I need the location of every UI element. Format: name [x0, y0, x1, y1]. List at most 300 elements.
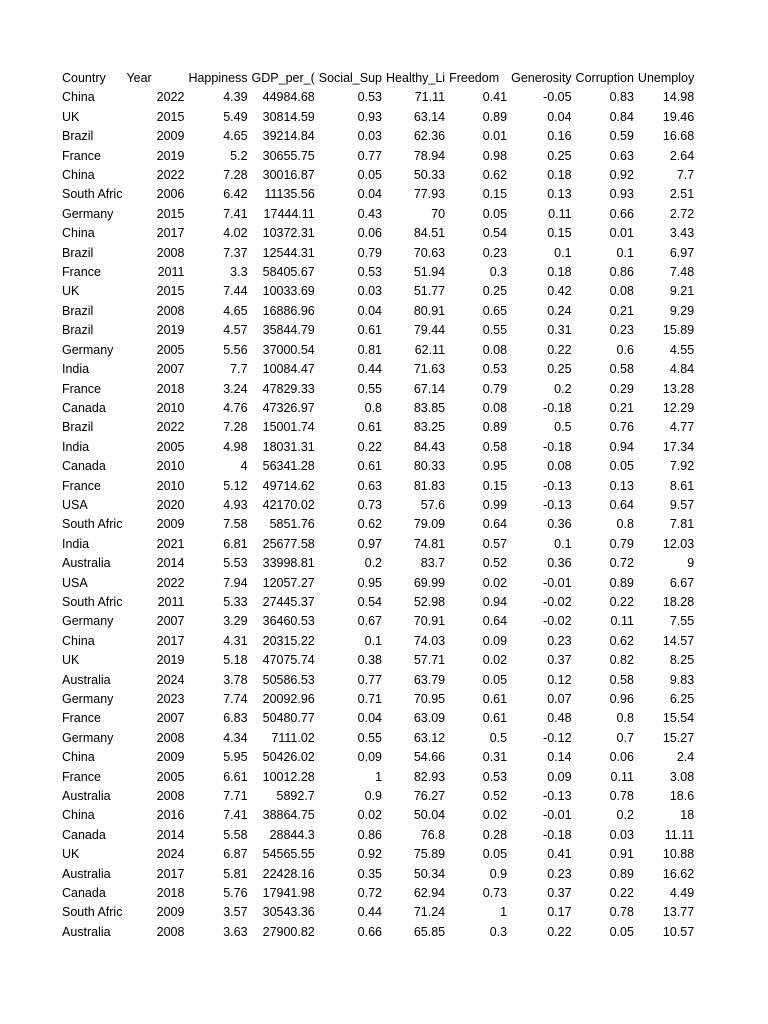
cell[interactable]: 7111.02 [271, 730, 315, 745]
cell[interactable]: 30814.59 [262, 109, 315, 124]
cell[interactable]: 12.29 [662, 400, 695, 415]
cell[interactable]: 81.83 [413, 478, 446, 493]
cell[interactable]: 0.77 [357, 672, 383, 687]
cell[interactable]: 58405.67 [262, 265, 315, 280]
cell[interactable]: 15.89 [662, 323, 695, 338]
cell[interactable]: 5851.76 [269, 517, 315, 532]
cell[interactable]: 0.13 [609, 478, 634, 493]
cell[interactable]: 0.76 [609, 420, 634, 435]
cell[interactable]: 51.77 [413, 284, 446, 299]
cell[interactable]: 5.12 [223, 478, 248, 493]
cell[interactable]: 75.89 [413, 847, 446, 862]
cell[interactable]: 44984.68 [262, 90, 315, 105]
cell[interactable]: 0.99 [482, 497, 508, 512]
cell[interactable]: 4.77 [669, 420, 695, 435]
cell[interactable]: 0.31 [482, 750, 508, 765]
header-cell[interactable]: Social_Sup [318, 71, 383, 85]
cell[interactable]: 0.36 [547, 556, 572, 571]
cell[interactable]: 2011 [157, 594, 185, 609]
cell[interactable]: 6.42 [223, 187, 248, 202]
cell[interactable]: USA [62, 497, 88, 512]
cell[interactable]: 0.52 [482, 556, 508, 571]
cell[interactable]: 5.58 [223, 827, 248, 842]
cell[interactable]: Brazil [62, 303, 94, 318]
cell[interactable]: 10033.69 [262, 284, 315, 299]
cell[interactable]: 3.43 [669, 226, 695, 241]
cell[interactable]: 0.1 [554, 536, 572, 551]
cell[interactable]: 0.83 [609, 90, 634, 105]
cell[interactable]: 0.3 [489, 924, 508, 939]
cell[interactable]: 0.08 [482, 342, 508, 357]
header-cell[interactable]: Generosity [511, 71, 572, 85]
cell[interactable]: 0.61 [357, 420, 383, 435]
cell[interactable]: 3.29 [223, 614, 248, 629]
cell[interactable]: 0.86 [609, 265, 634, 280]
cell[interactable]: 0.25 [482, 284, 508, 299]
cell[interactable]: 84.43 [413, 439, 446, 454]
cell[interactable]: 2011 [157, 265, 185, 280]
cell[interactable]: 0.9 [364, 789, 383, 804]
cell[interactable]: 15.27 [662, 730, 695, 745]
cell[interactable]: 0.21 [609, 400, 634, 415]
header-cell[interactable]: Corruption [575, 71, 634, 85]
cell[interactable]: 8.25 [669, 653, 695, 668]
cell[interactable]: 35844.79 [262, 323, 315, 338]
cell[interactable]: 2015 [156, 109, 185, 124]
cell[interactable]: 50426.02 [262, 750, 315, 765]
cell[interactable]: 62.94 [413, 886, 446, 901]
cell[interactable]: 0.67 [357, 614, 383, 629]
cell[interactable]: 0.52 [482, 789, 508, 804]
cell[interactable]: 52.98 [413, 594, 446, 609]
cell[interactable]: 0.72 [609, 556, 634, 571]
cell[interactable]: 2.4 [676, 750, 695, 765]
cell[interactable]: Australia [62, 672, 111, 687]
cell[interactable]: 0.11 [610, 769, 634, 784]
cell[interactable]: 2008 [156, 245, 185, 260]
cell[interactable]: 0.63 [357, 478, 383, 493]
cell[interactable]: 70.63 [413, 245, 446, 260]
cell[interactable]: 0.55 [482, 323, 508, 338]
cell[interactable]: 0.36 [547, 517, 572, 532]
cell[interactable]: 4.31 [223, 633, 248, 648]
cell[interactable]: 51.94 [413, 265, 446, 280]
cell[interactable]: 0.73 [357, 497, 383, 512]
cell[interactable]: UK [62, 284, 80, 299]
cell[interactable]: 4.84 [669, 362, 695, 377]
cell[interactable]: 57.6 [420, 497, 446, 512]
cell[interactable]: 0.31 [547, 323, 572, 338]
cell[interactable]: 5.49 [223, 109, 248, 124]
cell[interactable]: 7.71 [223, 789, 248, 804]
cell[interactable]: 0.7 [616, 730, 634, 745]
cell[interactable]: 4.34 [223, 730, 248, 745]
cell[interactable]: 0.28 [482, 827, 508, 842]
cell[interactable]: 0.06 [609, 750, 634, 765]
cell[interactable]: 13.28 [662, 381, 695, 396]
cell[interactable]: 5.2 [230, 148, 248, 163]
cell[interactable]: 0.89 [482, 420, 508, 435]
cell[interactable]: 2022 [156, 168, 185, 183]
cell[interactable]: 0.08 [609, 284, 634, 299]
cell[interactable]: 9.57 [669, 497, 695, 512]
cell[interactable]: 2009 [156, 905, 185, 920]
cell[interactable]: 2021 [156, 536, 185, 551]
cell[interactable]: 37000.54 [262, 342, 315, 357]
cell[interactable]: 0.37 [547, 653, 572, 668]
cell[interactable]: 18.28 [662, 594, 695, 609]
cell[interactable]: 0.55 [357, 381, 383, 396]
cell[interactable]: -0.02 [543, 594, 572, 609]
cell[interactable]: 0.72 [357, 886, 383, 901]
cell[interactable]: 2009 [156, 129, 185, 144]
cell[interactable]: 6.81 [223, 536, 248, 551]
cell[interactable]: 11.11 [664, 827, 695, 842]
cell[interactable]: 4.39 [223, 90, 248, 105]
cell[interactable]: Brazil [62, 129, 94, 144]
cell[interactable]: 0.42 [547, 284, 572, 299]
cell[interactable]: 79.09 [413, 517, 446, 532]
cell[interactable]: 84.51 [413, 226, 446, 241]
cell[interactable]: 83.7 [420, 556, 446, 571]
cell[interactable]: 7.55 [669, 614, 695, 629]
cell[interactable]: 5.76 [223, 886, 248, 901]
cell[interactable]: 0.38 [357, 653, 383, 668]
cell[interactable]: -0.13 [543, 789, 572, 804]
cell[interactable]: 0.18 [547, 168, 572, 183]
cell[interactable]: 10012.28 [262, 769, 315, 784]
cell[interactable]: 3.3 [230, 265, 248, 280]
cell[interactable]: 4.49 [669, 886, 695, 901]
cell[interactable]: 19.46 [662, 109, 695, 124]
cell[interactable]: 3.78 [223, 672, 248, 687]
cell[interactable]: France [62, 148, 101, 163]
cell[interactable]: France [62, 381, 101, 396]
cell[interactable]: 0.61 [482, 692, 508, 706]
cell[interactable]: 0.58 [609, 672, 634, 687]
cell[interactable]: 2007 [156, 614, 185, 629]
cell[interactable]: -0.13 [543, 497, 572, 512]
cell[interactable]: UK [62, 653, 80, 668]
cell[interactable]: 0.8 [616, 711, 634, 726]
cell[interactable]: 0.8 [364, 400, 383, 415]
cell[interactable]: 0.86 [357, 827, 383, 842]
cell[interactable]: 0.03 [357, 284, 383, 299]
cell[interactable]: 17444.11 [263, 206, 315, 221]
cell[interactable]: 0.97 [357, 536, 383, 551]
cell[interactable]: 0.05 [482, 672, 508, 687]
cell[interactable]: 0.61 [357, 459, 383, 474]
cell[interactable]: 71.63 [413, 362, 446, 377]
cell[interactable]: 0.12 [547, 672, 572, 687]
cell[interactable]: 0.09 [357, 750, 383, 765]
cell[interactable]: India [62, 536, 90, 551]
cell[interactable]: 12544.31 [262, 245, 315, 260]
cell[interactable]: 79.44 [413, 323, 446, 338]
header-cell[interactable]: Year [126, 71, 152, 85]
cell[interactable]: 0.04 [357, 303, 383, 318]
cell[interactable]: 2.51 [669, 187, 695, 202]
cell[interactable]: 30543.36 [262, 905, 315, 920]
cell[interactable]: South Afric [62, 517, 123, 532]
cell[interactable]: 7.41 [223, 808, 248, 823]
cell[interactable]: 2010 [156, 459, 185, 474]
cell[interactable]: 39214.84 [262, 129, 315, 144]
cell[interactable]: 0.77 [357, 148, 383, 163]
cell[interactable]: 0.62 [609, 633, 634, 648]
cell[interactable]: 0.59 [609, 129, 634, 144]
cell[interactable]: 2017 [156, 866, 185, 881]
cell[interactable]: -0.18 [543, 439, 572, 454]
cell[interactable]: 47829.33 [262, 381, 315, 396]
cell[interactable]: 30016.87 [262, 168, 315, 183]
cell[interactable]: 0.2 [554, 381, 572, 396]
cell[interactable]: 12.03 [662, 536, 695, 551]
cell[interactable]: 0.03 [357, 129, 383, 144]
cell[interactable]: 0.35 [357, 866, 383, 881]
cell[interactable]: 54565.55 [262, 847, 315, 862]
cell[interactable]: 76.27 [413, 789, 446, 804]
cell[interactable]: 0.89 [609, 866, 634, 881]
cell[interactable]: 0.89 [482, 109, 508, 124]
cell[interactable]: 0.84 [609, 109, 634, 124]
cell[interactable]: China [62, 808, 95, 823]
cell[interactable]: France [62, 478, 101, 493]
cell[interactable]: 0.95 [357, 575, 383, 590]
cell[interactable]: 0.92 [609, 168, 634, 183]
cell[interactable]: 9.21 [669, 284, 695, 299]
cell[interactable]: 0.22 [609, 886, 634, 901]
cell[interactable]: 50.34 [413, 866, 446, 881]
cell[interactable]: 2019 [156, 148, 185, 163]
cell[interactable]: -0.18 [543, 827, 572, 842]
cell[interactable]: 2014 [156, 827, 185, 842]
cell[interactable]: 2024 [156, 847, 185, 862]
cell[interactable]: 2016 [156, 808, 185, 823]
cell[interactable]: 2007 [156, 711, 185, 726]
cell[interactable]: 0.57 [482, 536, 508, 551]
cell[interactable]: 67.14 [413, 381, 446, 396]
cell[interactable]: 16886.96 [262, 303, 315, 318]
cell[interactable]: -0.12 [543, 730, 572, 745]
cell[interactable]: 0.58 [482, 439, 508, 454]
cell[interactable]: 4.65 [223, 129, 248, 144]
cell[interactable]: 20315.22 [262, 633, 315, 648]
cell[interactable]: 63.12 [413, 730, 446, 745]
cell[interactable]: 5.33 [223, 594, 248, 609]
cell[interactable]: 0.66 [357, 924, 383, 939]
cell[interactable]: 80.33 [413, 459, 446, 474]
cell[interactable]: 42170.02 [262, 497, 315, 512]
cell[interactable]: 0.02 [482, 808, 508, 823]
header-cell[interactable]: Unemploy [637, 71, 695, 85]
cell[interactable]: 0.15 [482, 478, 508, 493]
cell[interactable]: Brazil [62, 420, 94, 435]
cell[interactable]: 0.09 [547, 769, 572, 784]
cell[interactable]: 2014 [156, 556, 185, 571]
cell[interactable]: 0.58 [609, 362, 634, 377]
cell[interactable]: 7.7 [676, 168, 695, 183]
cell[interactable]: 0.54 [482, 226, 508, 241]
cell[interactable]: 3.57 [223, 905, 248, 920]
cell[interactable]: 0.94 [482, 594, 508, 609]
cell[interactable]: Germany [62, 730, 114, 745]
cell[interactable]: 0.78 [609, 789, 634, 804]
cell[interactable]: 4.55 [669, 342, 695, 357]
cell[interactable]: 17941.98 [262, 886, 315, 901]
cell[interactable]: China [62, 168, 95, 183]
cell[interactable]: 0.2 [616, 808, 634, 823]
cell[interactable]: France [62, 265, 101, 280]
cell[interactable]: 63.79 [413, 672, 446, 687]
cell[interactable]: 2005 [156, 769, 185, 784]
cell[interactable]: 2017 [156, 226, 185, 241]
cell[interactable]: 0.22 [547, 924, 572, 939]
header-cell[interactable]: GDP_per_( [251, 71, 315, 85]
header-cell[interactable]: Happiness [188, 71, 248, 85]
cell[interactable]: 0.91 [609, 847, 634, 862]
cell[interactable]: 0.64 [609, 497, 634, 512]
cell[interactable]: 74.03 [413, 633, 446, 648]
cell[interactable]: 10.57 [662, 924, 695, 939]
cell[interactable]: 0.94 [609, 439, 634, 454]
cell[interactable]: 0.93 [357, 109, 383, 124]
cell[interactable]: China [62, 226, 95, 241]
cell[interactable]: 6.83 [223, 711, 248, 726]
cell[interactable]: 74.81 [413, 536, 446, 551]
cell[interactable]: 28844.3 [269, 827, 315, 842]
cell[interactable]: 7.74 [223, 692, 248, 706]
cell[interactable]: 38864.75 [262, 808, 315, 823]
cell[interactable]: 82.93 [413, 769, 446, 784]
cell[interactable]: 0.05 [357, 168, 383, 183]
cell[interactable]: 0.79 [357, 245, 383, 260]
cell[interactable]: 7.44 [223, 284, 248, 299]
cell[interactable]: 0.61 [357, 323, 383, 338]
cell[interactable]: 6.61 [223, 769, 248, 784]
cell[interactable]: 0.04 [547, 109, 572, 124]
cell[interactable]: 10372.31 [262, 226, 315, 241]
cell[interactable]: -0.05 [543, 90, 572, 105]
cell[interactable]: 0.25 [547, 148, 572, 163]
cell[interactable]: 0.95 [482, 459, 508, 474]
cell[interactable]: -0.01 [543, 808, 572, 823]
cell[interactable]: South Afric [62, 594, 123, 609]
cell[interactable]: 0.64 [482, 517, 508, 532]
cell[interactable]: 0.22 [547, 342, 572, 357]
header-cell[interactable]: Healthy_Li [386, 71, 446, 85]
cell[interactable]: Canada [62, 827, 106, 842]
cell[interactable]: 18031.31 [262, 439, 315, 454]
cell[interactable]: 13.77 [662, 905, 695, 920]
cell[interactable]: 0.53 [482, 769, 508, 784]
cell[interactable]: 2006 [156, 187, 185, 202]
cell[interactable]: 0.08 [547, 459, 572, 474]
cell[interactable]: 0.11 [610, 614, 634, 629]
cell[interactable]: 7.58 [223, 517, 248, 532]
cell[interactable]: 15001.74 [262, 420, 315, 435]
cell[interactable]: UK [62, 847, 80, 862]
cell[interactable]: 0.62 [357, 517, 383, 532]
cell[interactable]: 0.05 [482, 206, 508, 221]
cell[interactable]: 4.02 [223, 226, 248, 241]
cell[interactable]: 76.8 [420, 827, 446, 842]
cell[interactable]: 0.14 [547, 750, 572, 765]
cell[interactable]: 47326.97 [262, 400, 315, 415]
cell[interactable]: 69.99 [413, 575, 446, 590]
cell[interactable]: Canada [62, 400, 106, 415]
cell[interactable]: 0.54 [357, 594, 383, 609]
cell[interactable]: 3.24 [223, 381, 248, 396]
cell[interactable]: 2020 [156, 497, 185, 512]
cell[interactable]: China [62, 90, 95, 105]
cell[interactable]: 4.76 [223, 400, 248, 415]
cell[interactable]: 0.89 [609, 575, 634, 590]
cell[interactable]: 9.83 [669, 672, 695, 687]
cell[interactable]: 18.6 [669, 789, 695, 804]
cell[interactable]: 0.37 [547, 886, 572, 901]
cell[interactable]: 0.17 [547, 905, 572, 920]
cell[interactable]: 0.05 [482, 847, 508, 862]
cell[interactable]: 0.73 [482, 886, 508, 901]
cell[interactable]: 78.94 [413, 148, 446, 163]
cell[interactable]: India [62, 439, 90, 454]
cell[interactable]: 0.98 [482, 148, 508, 163]
cell[interactable]: 20092.96 [262, 692, 315, 706]
cell[interactable]: 2008 [156, 789, 185, 804]
cell[interactable]: 0.23 [547, 866, 572, 881]
cell[interactable]: 0.44 [357, 905, 383, 920]
cell[interactable]: 16.68 [662, 129, 695, 144]
cell[interactable]: 65.85 [413, 924, 446, 939]
cell[interactable]: Australia [62, 556, 111, 571]
cell[interactable]: China [62, 750, 95, 765]
cell[interactable]: 0.13 [547, 187, 572, 202]
cell[interactable]: 0.11 [548, 206, 572, 221]
cell[interactable]: 11135.56 [264, 187, 315, 202]
cell[interactable]: 0.53 [482, 362, 508, 377]
cell[interactable]: 0.05 [609, 924, 634, 939]
cell[interactable]: 0.93 [609, 187, 634, 202]
cell[interactable]: -0.02 [543, 614, 572, 629]
cell[interactable]: 7.48 [669, 265, 695, 280]
cell[interactable]: 0.16 [547, 129, 572, 144]
cell[interactable]: 0.61 [482, 711, 508, 726]
cell[interactable]: 10.88 [662, 847, 695, 862]
cell[interactable]: 0.53 [357, 90, 383, 105]
cell[interactable]: 0.81 [357, 342, 383, 357]
cell[interactable]: 47075.74 [262, 653, 315, 668]
cell[interactable]: 2009 [156, 517, 185, 532]
cell[interactable]: 0.23 [482, 245, 508, 260]
cell[interactable]: 0.66 [609, 206, 634, 221]
cell[interactable]: 0.23 [547, 633, 572, 648]
cell[interactable]: 2018 [156, 381, 185, 396]
cell[interactable]: 7.7 [230, 362, 248, 377]
cell[interactable]: 6.87 [223, 847, 248, 862]
cell[interactable]: 0.23 [609, 323, 634, 338]
cell[interactable]: 2015 [156, 206, 185, 221]
cell[interactable]: 0.22 [609, 594, 634, 609]
cell[interactable]: 70 [431, 206, 446, 221]
cell[interactable]: 0.1 [364, 633, 383, 648]
cell[interactable]: 2008 [156, 924, 185, 939]
cell[interactable]: Germany [62, 614, 114, 629]
cell[interactable]: 63.09 [413, 711, 446, 726]
cell[interactable]: 0.79 [609, 536, 634, 551]
cell[interactable]: 0.9 [489, 866, 508, 881]
cell[interactable]: 2022 [156, 90, 185, 105]
